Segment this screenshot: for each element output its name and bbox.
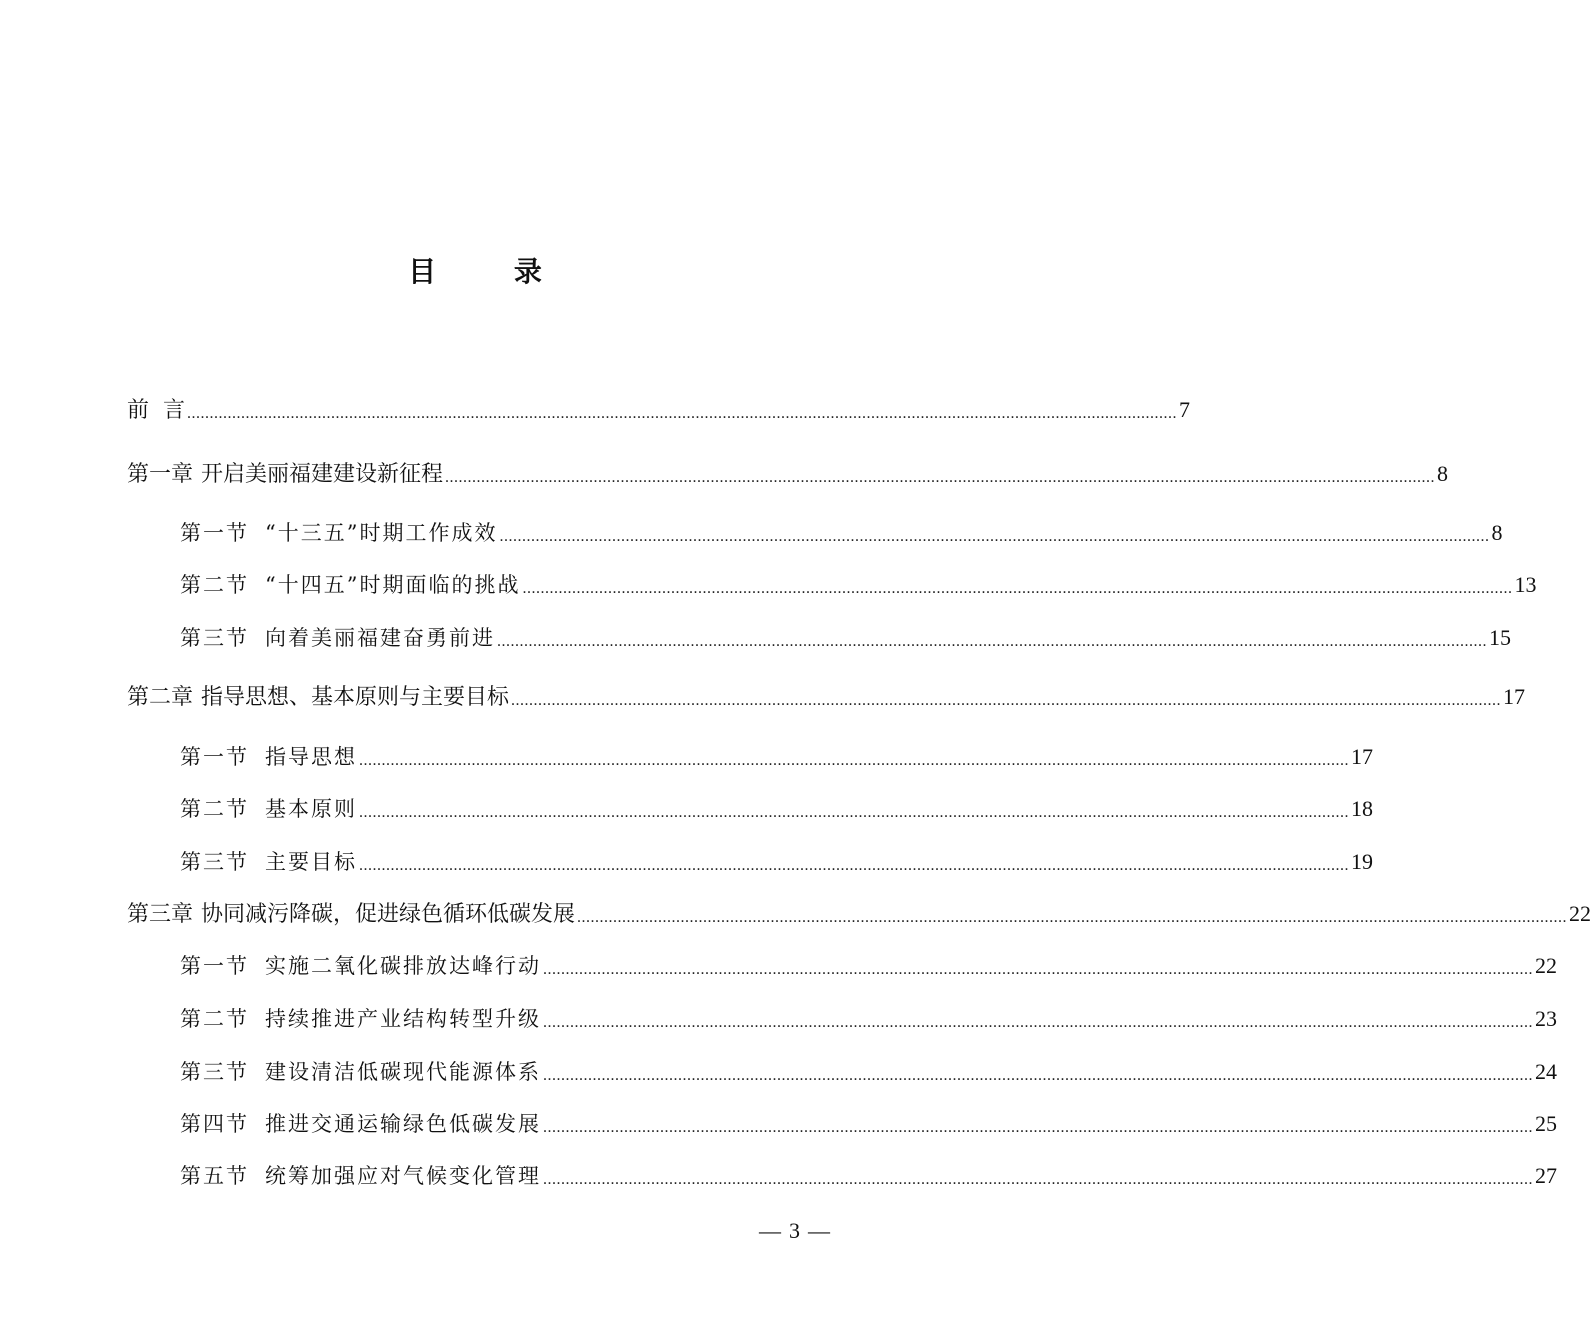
toc-entry-page: 17 xyxy=(1351,744,1373,769)
toc-leader-dots: ............................................................................................................................................................................................................................ xyxy=(543,1171,1533,1188)
toc-leader-dots: ............................................................................................................................................................................................................................ xyxy=(359,804,1349,821)
toc-leader-dots: ............................................................................................................................................................................................................................ xyxy=(543,1067,1533,1084)
toc-entry-page: 7 xyxy=(1179,397,1190,422)
toc-entry-chapter-1[interactable] xyxy=(127,458,1449,490)
toc-entry-page: 13 xyxy=(1514,572,1537,597)
toc-entry-title: 持续推进产业结构转型升级 xyxy=(265,1007,541,1031)
toc-entry-number: 第一章 xyxy=(127,462,194,487)
page-footer xyxy=(751,1216,838,1246)
toc-entry-number: 第三节 xyxy=(180,1060,249,1084)
toc-entry-title: 基本原则 xyxy=(265,797,357,821)
toc-entry-title: 指导思想、基本原则与主要目标 xyxy=(201,685,510,710)
toc-entry-section[interactable] xyxy=(180,793,1373,825)
toc-entry-page: 17 xyxy=(1503,684,1526,709)
toc-entry-title: 实施二氧化碳排放达峰行动 xyxy=(265,954,541,978)
toc-entry-number: 第一节 xyxy=(180,521,249,545)
toc-entry-number: 第一节 xyxy=(180,954,249,978)
toc-leader-dots: ............................................................................................................................................................................................................................ xyxy=(497,633,1487,650)
toc-entry-section[interactable] xyxy=(180,569,1537,601)
toc-entry-number: 第四节 xyxy=(180,1112,249,1136)
toc-entry-section[interactable] xyxy=(180,1056,1557,1088)
toc-leader-dots: ............................................................................................................................................................................................................................ xyxy=(543,1014,1533,1031)
toc-entry-title: 统筹加强应对气候变化管理 xyxy=(265,1164,541,1188)
toc-entry-section[interactable] xyxy=(180,622,1511,654)
toc-leader-dots: ............................................................................................................................................................................................................................ xyxy=(543,1119,1533,1136)
toc-leader-dots: ............................................................................................................................................................................................................................ xyxy=(187,405,1177,422)
toc-entry-section[interactable] xyxy=(180,741,1373,773)
toc-leader-dots: ............................................................................................................................................................................................................................ xyxy=(445,469,1436,486)
toc-entry-number: 第二节 xyxy=(180,1007,249,1031)
footer-dash-left: — xyxy=(759,1218,781,1243)
toc-entry-title: 协同减污降碳，促进绿色循环低碳发展 xyxy=(201,902,576,927)
toc-entry-section[interactable] xyxy=(180,1003,1557,1035)
toc-leader-dots: ............................................................................................................................................................................................................................ xyxy=(359,752,1349,769)
toc-entry-number: 第二章 xyxy=(127,685,194,710)
toc-entry-title: 开启美丽福建建设新征程 xyxy=(201,462,444,487)
toc-entry-number: 第三章 xyxy=(127,902,194,927)
toc-entry-page: 22 xyxy=(1535,953,1557,978)
toc-entry-section[interactable] xyxy=(180,1108,1557,1140)
toc-leader-dots: ............................................................................................................................................................................................................................ xyxy=(543,961,1533,978)
footer-page-number: 3 xyxy=(789,1218,800,1243)
toc-entry-page: 8 xyxy=(1437,461,1449,486)
toc-entry-page: 19 xyxy=(1351,849,1373,874)
toc-entry-number: 第三节 xyxy=(180,626,249,650)
toc-entry-title: “十四五”时期面临的挑战 xyxy=(265,573,521,597)
toc-entry-title: “十三五”时期工作成效 xyxy=(265,521,498,545)
toc-entry-preface[interactable] xyxy=(127,394,1190,426)
toc-entry-title: 指导思想 xyxy=(265,745,357,769)
toc-entry-number: 第二节 xyxy=(180,797,249,821)
page-title: 目 录 xyxy=(408,255,576,288)
toc-entry-number: 第二节 xyxy=(180,573,249,597)
toc-entry-page: 25 xyxy=(1535,1111,1557,1136)
toc-leader-dots: ............................................................................................................................................................................................................................ xyxy=(511,692,1502,709)
toc-entry-chapter-2[interactable] xyxy=(127,681,1526,713)
toc-entry-page: 24 xyxy=(1535,1059,1557,1084)
toc-entry-section[interactable] xyxy=(180,950,1557,982)
toc-entry-page: 27 xyxy=(1535,1163,1557,1188)
toc-entry-title: 主要目标 xyxy=(265,850,357,874)
toc-entry-page: 18 xyxy=(1351,796,1373,821)
toc-entry-page: 15 xyxy=(1489,625,1511,650)
toc-leader-dots: ............................................................................................................................................................................................................................ xyxy=(499,528,1490,545)
toc-entry-number: 第五节 xyxy=(180,1164,249,1188)
toc-entry-section[interactable] xyxy=(180,1160,1557,1192)
toc-entry-page: 8 xyxy=(1491,520,1503,545)
toc-entry-number: 第三节 xyxy=(180,850,249,874)
toc-entry-section[interactable] xyxy=(180,846,1373,878)
toc-entry-title: 推进交通运输绿色低碳发展 xyxy=(265,1112,541,1136)
toc-entry-number: 前 言 xyxy=(127,398,185,423)
footer-dash-right: — xyxy=(808,1218,830,1243)
toc-entry-title: 建设清洁低碳现代能源体系 xyxy=(265,1060,541,1084)
toc-entry-page: 22 xyxy=(1569,901,1591,926)
toc-entry-number: 第一节 xyxy=(180,745,249,769)
toc-leader-dots: ............................................................................................................................................................................................................................ xyxy=(577,909,1568,926)
toc-leader-dots: ............................................................................................................................................................................................................................ xyxy=(522,580,1513,597)
toc-entry-title: 向着美丽福建奋勇前进 xyxy=(265,626,495,650)
toc-leader-dots: ............................................................................................................................................................................................................................ xyxy=(359,857,1349,874)
toc-entry-section[interactable] xyxy=(180,517,1503,549)
toc-entry-page: 23 xyxy=(1535,1006,1557,1031)
toc-entry-chapter-3[interactable] xyxy=(127,898,1591,930)
